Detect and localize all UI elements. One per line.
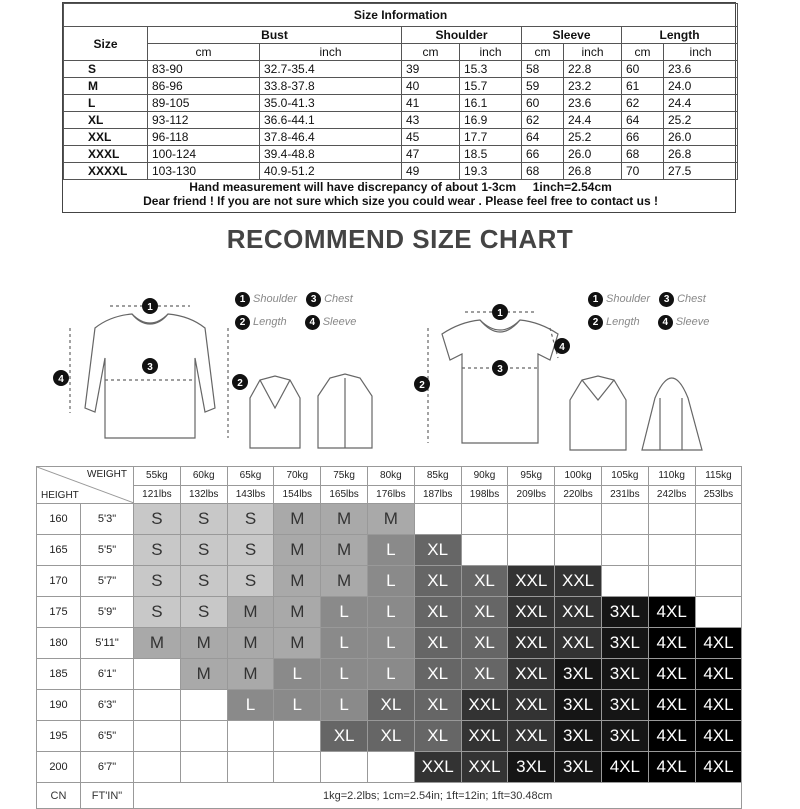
size-value: 47 [402, 146, 460, 163]
legend-number: 1 [588, 292, 603, 307]
size-cell: XL [367, 721, 414, 752]
size-cell [461, 535, 508, 566]
size-cell: L [227, 690, 274, 721]
size-value: 93-112 [148, 112, 260, 129]
size-cell: M [321, 504, 368, 535]
size-info-title: Size Information [64, 4, 738, 27]
recommend-size-chart-title: RECOMMEND SIZE CHART [226, 224, 574, 254]
svg-text:2: 2 [419, 380, 425, 391]
size-value: 39 [402, 61, 460, 78]
legend-label: Length [606, 316, 640, 328]
tshirt-illustration [410, 288, 740, 458]
size-label: XXXL [64, 146, 148, 163]
height-cm: 170 [37, 566, 81, 597]
height-cm: 200 [37, 752, 81, 783]
size-value: 83-90 [148, 61, 260, 78]
size-cell: 3XL [601, 690, 648, 721]
size-cell: XL [461, 659, 508, 690]
svg-text:4: 4 [58, 374, 64, 385]
size-value: 40 [402, 78, 460, 95]
size-cell: XL [414, 690, 461, 721]
size-value: 16.9 [460, 112, 522, 129]
legend-number: 3 [659, 292, 674, 307]
weight-kg-header: 85kg [414, 467, 461, 486]
size-label: XXL [64, 129, 148, 146]
size-row [64, 78, 738, 95]
weight-label: WEIGHT [87, 469, 127, 480]
size-cell: S [180, 504, 227, 535]
size-cell: L [274, 659, 321, 690]
tshirt-measurement-diagram [410, 288, 740, 458]
size-cell: 4XL [648, 721, 695, 752]
size-value: 32.7-35.4 [260, 61, 402, 78]
size-cell: M [274, 628, 321, 659]
legend-label: Shoulder [253, 293, 298, 305]
size-cell [274, 721, 321, 752]
size-cell: L [321, 628, 368, 659]
svg-text:3: 3 [497, 364, 503, 375]
footer-cn: CN [37, 783, 81, 809]
size-value: 16.1 [460, 95, 522, 112]
svg-text:1: 1 [497, 308, 503, 319]
size-cell: XXL [461, 752, 508, 783]
size-value: 35.0-41.3 [260, 95, 402, 112]
legend-length-sleeve [588, 315, 709, 330]
size-cell: XXL [508, 566, 555, 597]
height-ftin: 6'3" [81, 690, 134, 721]
size-value: 70 [622, 163, 664, 180]
weight-kg-header: 110kg [648, 467, 695, 486]
unit-cm: cm [402, 44, 460, 61]
legend-label: Length [253, 316, 287, 328]
height-row [37, 535, 742, 566]
size-cell: L [321, 659, 368, 690]
size-cell: S [134, 566, 181, 597]
size-value: 60 [622, 61, 664, 78]
weight-kg-header: 65kg [227, 467, 274, 486]
size-value: 58 [522, 61, 564, 78]
size-cell: XL [367, 690, 414, 721]
size-value: 15.3 [460, 61, 522, 78]
size-value: 41 [402, 95, 460, 112]
size-cell: XXL [508, 628, 555, 659]
legend-number: 3 [306, 292, 321, 307]
size-value: 68 [522, 163, 564, 180]
long-sleeve-measurement-diagram [50, 288, 380, 458]
size-cell [648, 504, 695, 535]
size-value: 22.8 [564, 61, 622, 78]
size-cell [555, 535, 602, 566]
height-cm: 180 [37, 628, 81, 659]
size-cell: L [367, 659, 414, 690]
size-value: 24.4 [664, 95, 738, 112]
weight-lbs-header: 242lbs [648, 485, 695, 504]
size-cell: XXL [508, 690, 555, 721]
size-value: 18.5 [460, 146, 522, 163]
size-value: 59 [522, 78, 564, 95]
size-value: 24.4 [564, 112, 622, 129]
size-value: 36.6-44.1 [260, 112, 402, 129]
size-row [64, 163, 738, 180]
size-cell: S [180, 566, 227, 597]
height-cm: 190 [37, 690, 81, 721]
size-cell [227, 752, 274, 783]
height-label: HEIGHT [41, 490, 79, 501]
weight-lbs-header: 198lbs [461, 485, 508, 504]
unit-cm: cm [622, 44, 664, 61]
size-cell: M [274, 504, 321, 535]
size-cell: XL [461, 566, 508, 597]
unit-inch: inch [260, 44, 402, 61]
size-value: 15.7 [460, 78, 522, 95]
recommend-size-chart [36, 466, 742, 802]
size-value: 33.8-37.8 [260, 78, 402, 95]
size-cell: M [227, 597, 274, 628]
size-cell: XL [414, 597, 461, 628]
unit-cm: cm [522, 44, 564, 61]
size-cell: XL [414, 721, 461, 752]
size-cell: M [274, 597, 321, 628]
size-cell: XXL [555, 628, 602, 659]
size-cell [648, 566, 695, 597]
weight-lbs-header: 132lbs [180, 485, 227, 504]
size-cell: L [321, 690, 368, 721]
size-value: 43 [402, 112, 460, 129]
legend-label: Chest [677, 293, 706, 305]
size-value: 26.0 [664, 129, 738, 146]
height-row [37, 566, 742, 597]
size-value: 64 [622, 112, 664, 129]
size-cell [601, 566, 648, 597]
size-cell: XXL [555, 566, 602, 597]
size-cell [180, 690, 227, 721]
weight-lbs-header: 253lbs [695, 485, 742, 504]
size-cell: 4XL [648, 597, 695, 628]
size-cell: M [227, 628, 274, 659]
weight-lbs-header: 121lbs [134, 485, 181, 504]
svg-text:3: 3 [147, 362, 153, 373]
size-cell [414, 504, 461, 535]
size-cell: 4XL [648, 752, 695, 783]
length-header: Length [622, 27, 738, 44]
height-ftin: 5'11" [81, 628, 134, 659]
size-cell: XL [321, 721, 368, 752]
size-cell: M [227, 659, 274, 690]
weight-kg-header: 75kg [321, 467, 368, 486]
long-sleeve-illustration [50, 288, 380, 458]
size-cell: 3XL [601, 721, 648, 752]
size-value: 66 [622, 129, 664, 146]
height-ftin: 5'7" [81, 566, 134, 597]
size-value: 64 [522, 129, 564, 146]
height-cm: 195 [37, 721, 81, 752]
legend-label: Chest [324, 293, 353, 305]
size-cell: 4XL [695, 752, 742, 783]
weight-height-corner [37, 467, 134, 504]
size-header: Size [64, 27, 148, 61]
size-cell: M [321, 566, 368, 597]
size-cell: S [180, 597, 227, 628]
unit-inch: inch [564, 44, 622, 61]
weight-kg-header: 90kg [461, 467, 508, 486]
size-cell: S [227, 504, 274, 535]
size-cell: 3XL [555, 752, 602, 783]
legend-number: 4 [658, 315, 673, 330]
size-row [64, 95, 738, 112]
size-value: 96-118 [148, 129, 260, 146]
size-cell: XL [414, 659, 461, 690]
size-information-table [62, 2, 736, 213]
height-row [37, 659, 742, 690]
size-cell: 4XL [648, 690, 695, 721]
size-cell: L [367, 535, 414, 566]
size-label: S [64, 61, 148, 78]
size-cell: M [180, 628, 227, 659]
weight-lbs-header: 220lbs [555, 485, 602, 504]
size-value: 26.8 [564, 163, 622, 180]
size-cell: L [367, 597, 414, 628]
size-value: 23.6 [564, 95, 622, 112]
size-value: 86-96 [148, 78, 260, 95]
legend-number: 2 [235, 315, 250, 330]
size-cell [695, 504, 742, 535]
size-cell: 4XL [695, 659, 742, 690]
measurement-note: Hand measurement will have discrepancy of about 1-3cm 1inch=2.54cm [189, 180, 612, 194]
legend-number: 1 [235, 292, 250, 307]
height-ftin: 6'7" [81, 752, 134, 783]
weight-kg-header: 60kg [180, 467, 227, 486]
size-cell: M [321, 535, 368, 566]
size-value: 60 [522, 95, 564, 112]
size-cell [180, 752, 227, 783]
size-cell: XL [461, 628, 508, 659]
size-cell: 4XL [648, 628, 695, 659]
size-cell [134, 752, 181, 783]
size-label: M [64, 78, 148, 95]
size-value: 24.0 [664, 78, 738, 95]
size-cell [367, 752, 414, 783]
size-cell [461, 504, 508, 535]
svg-text:2: 2 [237, 378, 243, 389]
size-cell: 3XL [601, 597, 648, 628]
height-ftin: 6'1" [81, 659, 134, 690]
size-cell [508, 535, 555, 566]
size-cell [274, 752, 321, 783]
size-value: 26.8 [664, 146, 738, 163]
height-cm: 165 [37, 535, 81, 566]
size-value: 103-130 [148, 163, 260, 180]
size-value: 62 [622, 95, 664, 112]
size-cell: 3XL [601, 659, 648, 690]
size-cell: 4XL [601, 752, 648, 783]
size-cell: 3XL [555, 659, 602, 690]
svg-text:1: 1 [147, 302, 153, 313]
weight-kg-header: 70kg [274, 467, 321, 486]
size-cell: 3XL [555, 690, 602, 721]
size-cell: L [321, 597, 368, 628]
size-cell: XL [414, 566, 461, 597]
size-row [64, 146, 738, 163]
weight-lbs-header: 209lbs [508, 485, 555, 504]
size-cell [134, 721, 181, 752]
size-value: 61 [622, 78, 664, 95]
legend-label: Sleeve [322, 316, 357, 328]
size-value: 23.2 [564, 78, 622, 95]
size-cell: XXL [555, 597, 602, 628]
unit-inch: inch [664, 44, 738, 61]
size-cell [695, 566, 742, 597]
size-cell: S [134, 504, 181, 535]
size-cell: S [180, 535, 227, 566]
size-cell: 4XL [695, 721, 742, 752]
height-row [37, 752, 742, 783]
legend-label: Shoulder [606, 293, 651, 305]
sleeve-header: Sleeve [522, 27, 622, 44]
size-cell [695, 535, 742, 566]
size-value: 100-124 [148, 146, 260, 163]
weight-lbs-header: 154lbs [274, 485, 321, 504]
size-cell: S [227, 566, 274, 597]
size-cell [648, 535, 695, 566]
height-ftin: 6'5" [81, 721, 134, 752]
legend-label: Sleeve [675, 316, 710, 328]
weight-lbs-header: 143lbs [227, 485, 274, 504]
size-cell [134, 690, 181, 721]
size-cell [601, 504, 648, 535]
size-cell: XXL [461, 690, 508, 721]
contact-note: Dear friend ! If you are not sure which size you could wear . Please feel free to contact us ! [143, 194, 658, 208]
size-cell [227, 721, 274, 752]
size-value: 17.7 [460, 129, 522, 146]
size-cell: 3XL [601, 628, 648, 659]
size-value: 62 [522, 112, 564, 129]
weight-lbs-header: 165lbs [321, 485, 368, 504]
legend-number: 4 [305, 315, 320, 330]
size-value: 68 [622, 146, 664, 163]
size-value: 27.5 [664, 163, 738, 180]
svg-text:4: 4 [559, 342, 565, 353]
size-cell [134, 659, 181, 690]
size-cell: 4XL [695, 628, 742, 659]
size-value: 49 [402, 163, 460, 180]
weight-kg-header: 100kg [555, 467, 602, 486]
legend-shoulder-chest [588, 292, 706, 307]
size-cell: XXL [508, 597, 555, 628]
legend-shoulder-chest [235, 292, 353, 307]
size-cell: M [274, 535, 321, 566]
height-cm: 160 [37, 504, 81, 535]
legend-number: 2 [588, 315, 603, 330]
size-cell: L [274, 690, 321, 721]
size-cell: XXL [414, 752, 461, 783]
weight-kg-header: 80kg [367, 467, 414, 486]
bust-header: Bust [148, 27, 402, 44]
size-cell: XXL [508, 721, 555, 752]
size-cell: S [134, 597, 181, 628]
weight-lbs-header: 176lbs [367, 485, 414, 504]
height-cm: 185 [37, 659, 81, 690]
size-row [64, 112, 738, 129]
size-value: 89-105 [148, 95, 260, 112]
size-row [64, 61, 738, 78]
size-cell: XL [414, 628, 461, 659]
size-cell: XL [414, 535, 461, 566]
size-cell [601, 535, 648, 566]
size-value: 25.2 [664, 112, 738, 129]
size-cell [321, 752, 368, 783]
size-cell: L [367, 628, 414, 659]
size-cell: 3XL [555, 721, 602, 752]
size-cell [508, 504, 555, 535]
size-cell: M [134, 628, 181, 659]
size-value: 45 [402, 129, 460, 146]
weight-lbs-header: 187lbs [414, 485, 461, 504]
size-cell: S [134, 535, 181, 566]
size-cell: 4XL [695, 690, 742, 721]
size-cell: 3XL [508, 752, 555, 783]
size-cell [695, 597, 742, 628]
height-ftin: 5'3" [81, 504, 134, 535]
weight-kg-header: 55kg [134, 467, 181, 486]
size-cell: XL [461, 597, 508, 628]
weight-kg-header: 95kg [508, 467, 555, 486]
legend-length-sleeve [235, 315, 356, 330]
unit-cm: cm [148, 44, 260, 61]
footer-ftin: FT'IN" [81, 783, 134, 809]
footer-conversion-note: 1kg=2.2lbs; 1cm=2.54in; 1ft=12in; 1ft=30.48cm [134, 783, 742, 809]
size-value: 25.2 [564, 129, 622, 146]
weight-lbs-header: 231lbs [601, 485, 648, 504]
size-value: 26.0 [564, 146, 622, 163]
size-value: 66 [522, 146, 564, 163]
height-row [37, 628, 742, 659]
unit-inch: inch [460, 44, 522, 61]
size-row [64, 129, 738, 146]
size-cell: M [180, 659, 227, 690]
weight-kg-header: 115kg [695, 467, 742, 486]
height-row [37, 504, 742, 535]
size-cell: XXL [508, 659, 555, 690]
size-value: 23.6 [664, 61, 738, 78]
size-label: XL [64, 112, 148, 129]
size-label: XXXXL [64, 163, 148, 180]
height-row [37, 721, 742, 752]
size-cell [555, 504, 602, 535]
height-row [37, 690, 742, 721]
size-cell: S [227, 535, 274, 566]
size-value: 19.3 [460, 163, 522, 180]
size-label: L [64, 95, 148, 112]
size-cell: M [274, 566, 321, 597]
weight-kg-header: 105kg [601, 467, 648, 486]
size-cell: L [367, 566, 414, 597]
shoulder-header: Shoulder [402, 27, 522, 44]
height-cm: 175 [37, 597, 81, 628]
size-value: 37.8-46.4 [260, 129, 402, 146]
size-cell: M [367, 504, 414, 535]
size-value: 40.9-51.2 [260, 163, 402, 180]
height-ftin: 5'9" [81, 597, 134, 628]
height-ftin: 5'5" [81, 535, 134, 566]
size-value: 39.4-48.8 [260, 146, 402, 163]
size-cell [180, 721, 227, 752]
size-cell: 4XL [648, 659, 695, 690]
height-row [37, 597, 742, 628]
size-cell: XXL [461, 721, 508, 752]
